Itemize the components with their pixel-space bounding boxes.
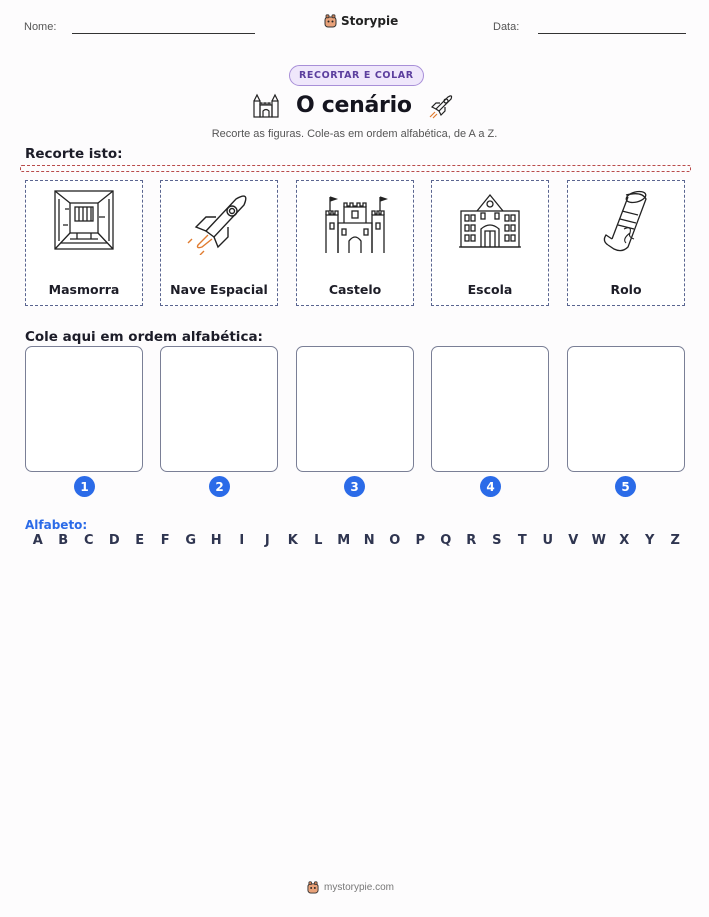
castle-icon [251,91,281,119]
footer-link[interactable]: mystorypie.com [324,882,395,893]
alphabet-letter: R [466,533,477,548]
alphabet-letter: U [542,533,554,548]
cut-line [20,165,691,172]
page-title: O cenário [296,93,412,118]
alphabet-letter: X [619,533,630,548]
instructions: Recorte as figuras. Cole-as em ordem alfabética, de A a Z. [211,128,498,140]
slot-number-1: 1 [74,476,95,497]
slot-number-3: 3 [344,476,365,497]
paste-box-4[interactable] [431,346,549,472]
paste-box-3[interactable] [296,346,414,472]
date-line [538,33,686,34]
alphabet-letter: C [83,533,94,548]
alphabet-letter: Q [440,533,452,548]
card-label: Castelo [328,282,382,297]
school-icon [457,189,523,251]
alphabet-letter: L [314,533,323,548]
card-label: Nave Espacial [170,282,268,297]
activity-badge: RECORTAR E COLAR [289,65,424,86]
cutout-card-escola[interactable] [431,180,549,306]
dungeon-icon [53,189,115,251]
paste-heading: Cole aqui em ordem alfabética: [25,329,263,345]
alphabet-letters [25,533,688,548]
card-label: Rolo [610,282,642,297]
rocket-icon [426,91,456,119]
cutout-card-rolo[interactable] [567,180,685,306]
slot-number-5: 5 [615,476,636,497]
name-label: Nome: [24,21,57,33]
name-line [72,33,255,34]
paste-box-2[interactable] [160,346,278,472]
alphabet-letter: K [287,533,298,548]
alphabet-letter: V [568,533,579,548]
alphabet-letter: T [517,533,527,548]
alphabet-letter: B [58,533,69,548]
storypie-mascot-icon [324,14,337,28]
alphabet-letter: P [415,533,426,548]
alphabet-letter: F [160,533,170,548]
cutout-card-masmorra[interactable] [25,180,143,306]
alphabet-letter: D [108,533,120,548]
paste-box-1[interactable] [25,346,143,472]
date-label: Data: [493,21,520,33]
slot-number-2: 2 [209,476,230,497]
slot-number-4: 4 [480,476,501,497]
cutout-card-nave-espacial[interactable] [160,180,278,306]
alphabet-letter: I [239,533,245,548]
card-label: Masmorra [48,282,120,297]
alphabet-title: Alfabeto: [25,518,88,532]
paste-box-5[interactable] [567,346,685,472]
alphabet-letter: E [135,533,145,548]
alphabet-letter: Y [645,533,655,548]
alphabet-letter: N [363,533,375,548]
brand-name: Storypie [341,14,399,28]
alphabet-letter: H [210,533,222,548]
alphabet-letter: Z [670,533,680,548]
alphabet-letter: J [264,533,270,548]
alphabet-letter: A [32,533,43,548]
brand-logo [324,14,398,28]
storypie-mascot-icon [307,881,319,894]
card-label: Escola [467,282,513,297]
alphabet-letter: W [591,533,606,548]
alphabet-letter: M [337,533,351,548]
alphabet-letter: G [185,533,197,548]
cutout-card-castelo[interactable] [296,180,414,306]
alphabet-letter: O [389,533,401,548]
scroll-icon [598,189,654,255]
cut-heading: Recorte isto: [25,146,123,162]
footer [307,881,394,894]
rocket-icon [184,189,254,255]
castle-icon [322,189,388,255]
alphabet-letter: S [492,533,502,548]
